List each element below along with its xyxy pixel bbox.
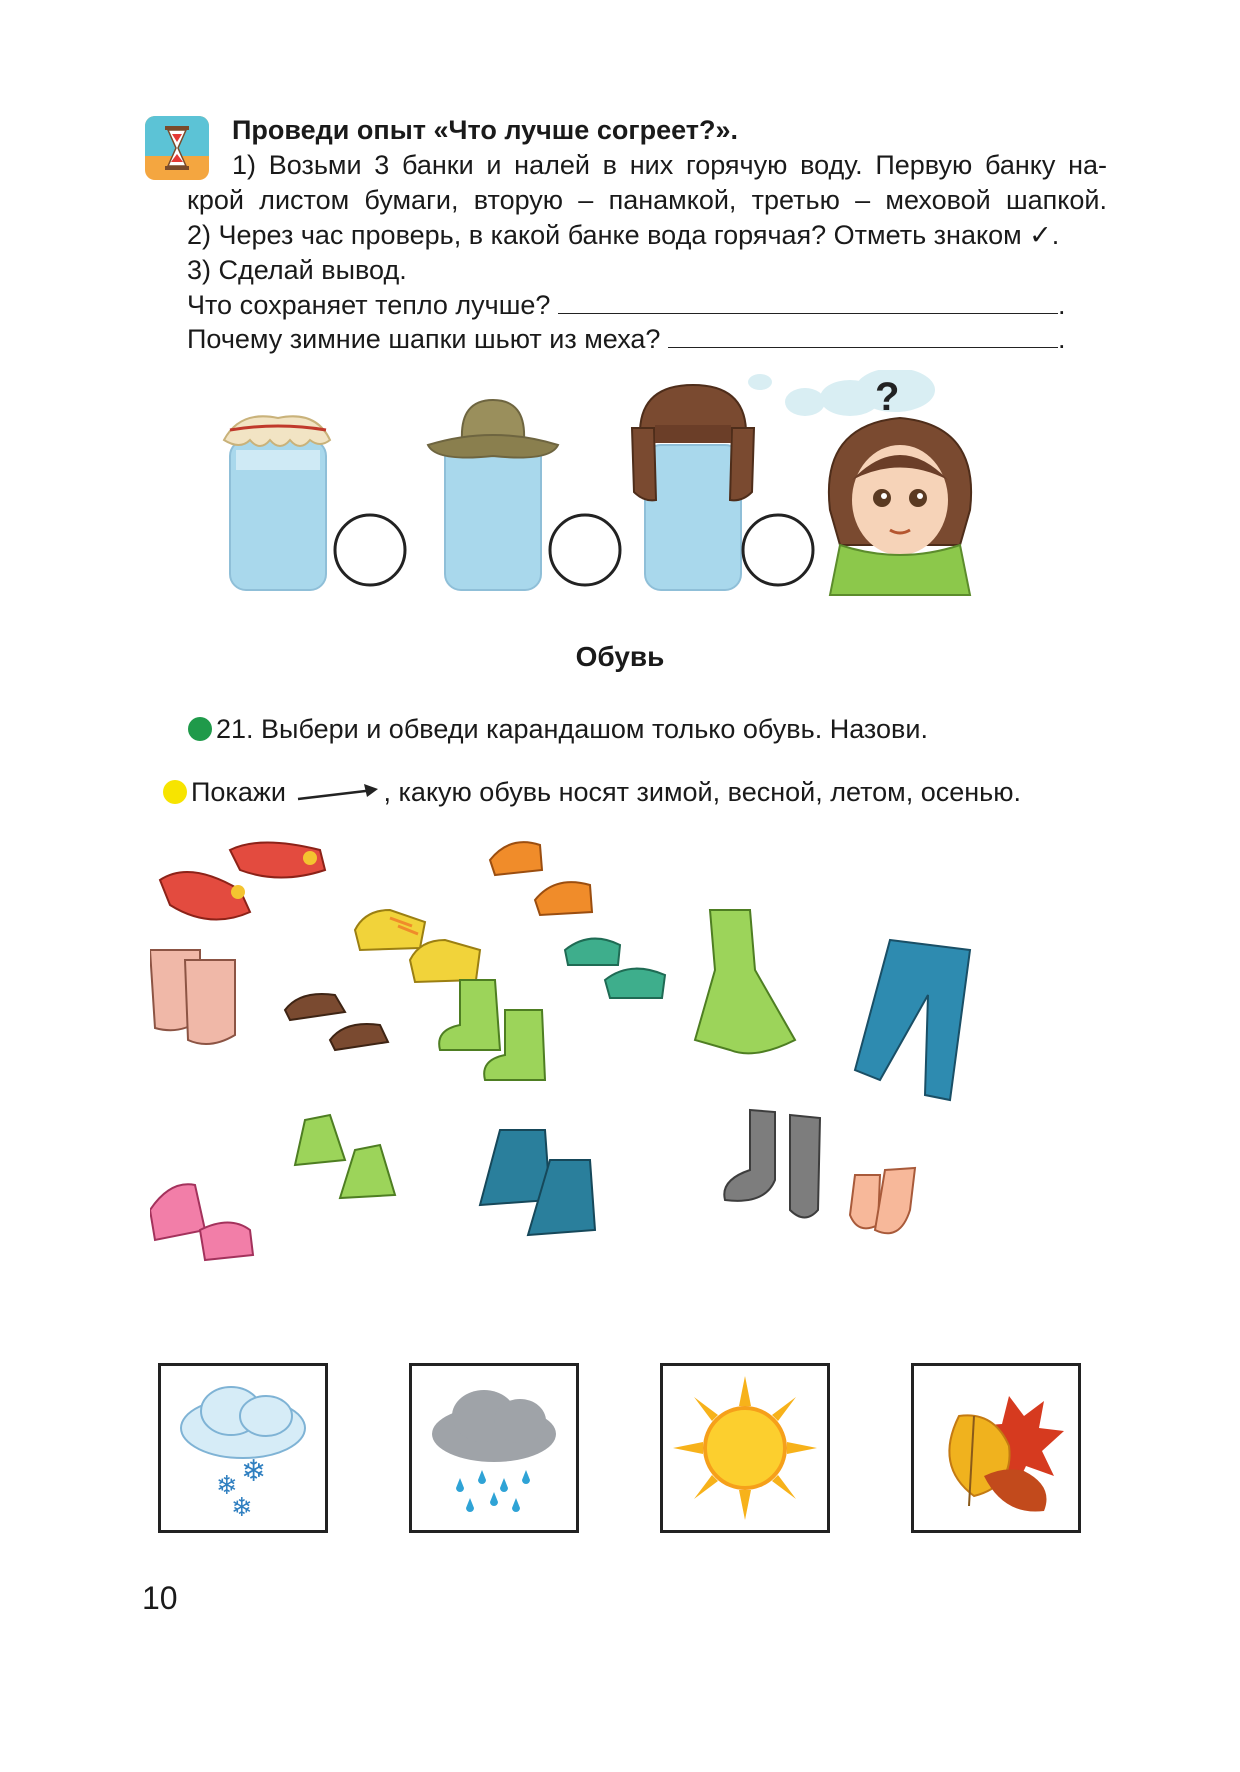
experiment-step2 [187,218,1059,252]
jars-illustration [200,370,1060,600]
experiment-icon [145,116,209,180]
orange-sandals-icon [490,842,592,915]
experiment-step2-text: 2) Через час проверь, в какой банке вода горячая? Отметь знаком [187,220,1022,250]
items-illustration [150,830,1090,1320]
green-rubber-boots-icon [439,980,545,1080]
blue-winter-boots-icon [480,1130,595,1235]
pink-shoes-icon [150,1184,253,1260]
task-show-text-start: Покажи [191,777,286,807]
question-2-end: . [1057,324,1066,354]
season-winter-frame[interactable] [158,1363,328,1533]
svg-text:❄: ❄ [231,1493,253,1523]
orange-socks-icon [850,1168,915,1233]
page-number: 10 [142,1580,178,1616]
task21-marker [188,717,212,741]
answer-circle-1[interactable] [335,515,405,585]
green-dress-icon [695,910,795,1053]
jar-paper-icon [224,416,330,590]
thought-question-mark: ? [875,375,900,419]
rain-cloud-icon [412,1366,576,1530]
jar-hat-icon [428,400,558,590]
question-1-text: Что сохраняет тепло лучше? [187,290,551,320]
blue-jeans-icon [855,940,970,1100]
thought-cloud-icon [748,370,935,416]
arrow-icon [294,783,384,803]
red-flats-icon [160,843,325,920]
green-ankle-boots-icon [295,1115,395,1198]
task-show-marker [163,780,187,804]
season-summer-frame[interactable] [660,1363,830,1533]
girl-fur-hat-icon [829,418,971,595]
task-show [163,775,1021,809]
question-2 [187,322,1065,356]
hourglass-icon [145,116,209,180]
answer-line-2[interactable] [668,323,1058,348]
felt-boots-icon [150,950,235,1044]
experiment-step3: 3) Сделай вывод. [187,255,407,285]
experiment-step1-line1: 1) Возьми 3 банки и налей в них горячую воду. Первую банку на- [232,150,1107,180]
jar-fur-hat-icon [632,385,754,590]
snow-cloud-icon [161,1366,325,1530]
brown-shoes-icon [285,994,388,1050]
season-autumn-frame[interactable] [911,1363,1081,1533]
green-slippers-icon [565,939,665,998]
question-1 [187,288,1065,322]
svg-text:❄: ❄ [216,1471,238,1501]
question-2-text: Почему зимние шапки шьют из меха? [187,324,661,354]
task21-text: 21. Выбери и обведи карандашом только обувь. Назови. [216,714,928,744]
section-title: Обувь [575,641,665,672]
experiment-step1-line2: крой листом бумаги, вторую – панамкой, третью – меховой шапкой. [187,185,1107,215]
task-show-text-end: , какую обувь носят зимой, весной, летом, осенью. [383,777,1021,807]
experiment-title: Проведи опыт «Что лучше согреет?». [232,115,738,145]
autumn-leaves-icon [914,1366,1078,1530]
season-spring-frame[interactable] [409,1363,579,1533]
check-mark: ✓ [1029,220,1052,250]
experiment-step2-end: . [1051,220,1060,250]
task21 [188,712,928,746]
yellow-sneakers-icon [355,910,480,982]
svg-text:❄: ❄ [241,1454,267,1489]
grey-socks-icon [724,1110,820,1218]
question-1-end: . [1057,290,1066,320]
sun-icon [663,1366,827,1530]
answer-circle-3[interactable] [743,515,813,585]
answer-line-1[interactable] [558,289,1058,314]
answer-circle-2[interactable] [550,515,620,585]
